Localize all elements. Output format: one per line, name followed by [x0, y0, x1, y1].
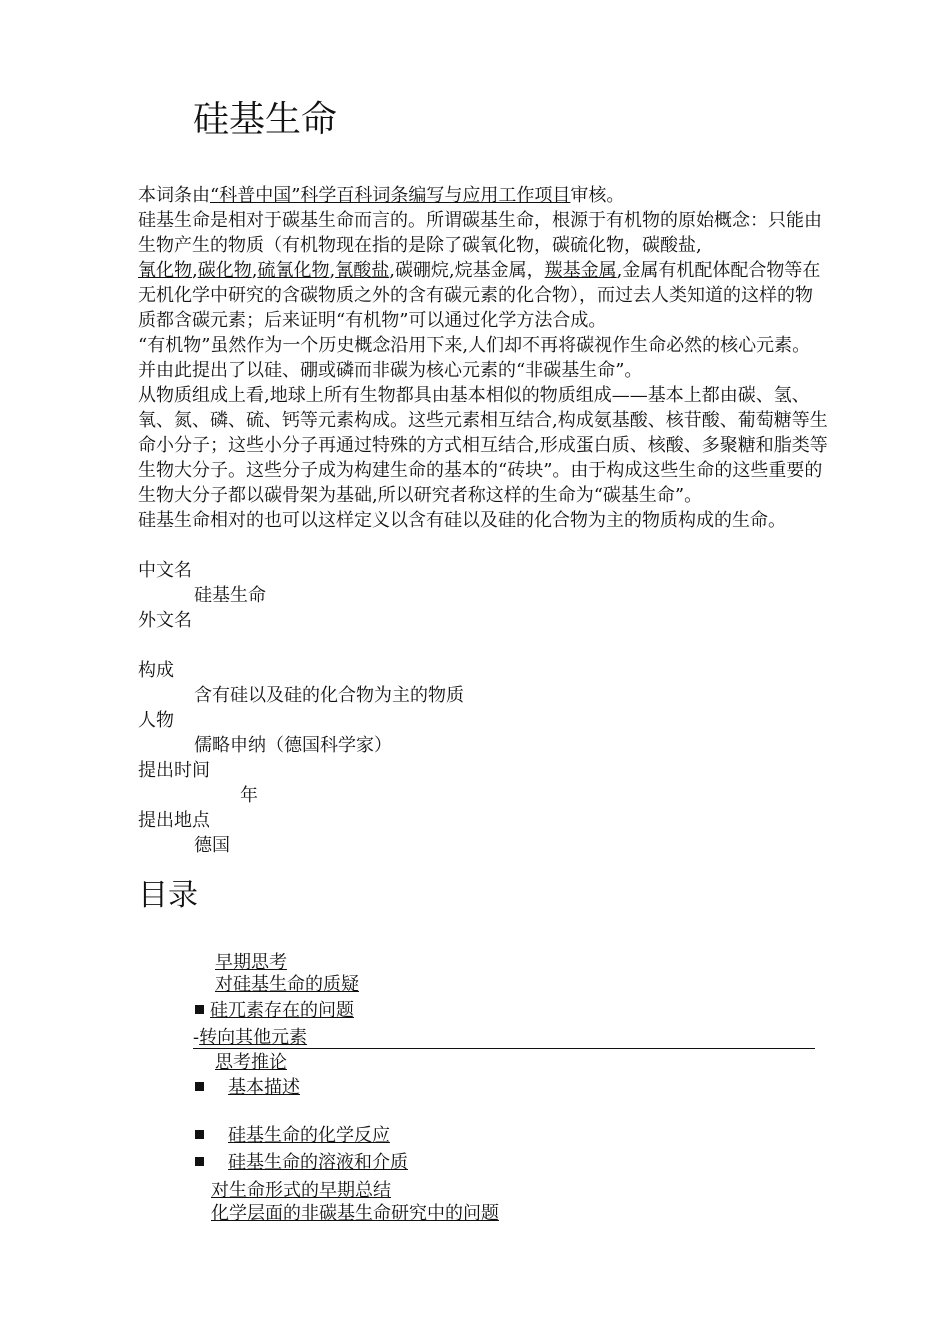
paragraph-1-part-a: 硅基生命是相对于碳基生命而言的。所谓碳基生命，根源于有机物的原始概念：只能由生物产生的物质（有机物现在指的是除了碳氧化物，碳硫化物，碳酸盐,	[138, 210, 822, 256]
toc-item	[215, 973, 359, 997]
review-project-link[interactable]: “科普中国”科学百科词条编写与应用工作项目	[210, 185, 571, 206]
toc-item	[215, 1051, 287, 1075]
composition-value: 含有硅以及硅的化合物为主的物质	[194, 685, 464, 706]
paragraph-3: 从物质组成上看,地球上所有生物都具由基本相似的物质组成——基本上都由碳、氢、氧、氮、磷、硫、钙等元素构成。这些元素相互结合,构成氨基酸、核苷酸、葡萄糖等生命小分子；这些小分子再通过特殊的方式相互结合,形成蛋白质、核酸、多聚糖和脂类等生物大分子。这些分子成为构建生命的基本的“砖块”。由于构成这些生命的这些重要的生物大分子都以碳骨架为基础,所以研究者称这样的生命为“碳基生命”。	[138, 385, 828, 506]
toc-item	[211, 1202, 499, 1226]
place-value: 德国	[194, 835, 230, 856]
bullet-icon	[195, 1082, 204, 1091]
toc-heading: 目录	[138, 878, 198, 913]
toc-item	[195, 999, 354, 1023]
toc-item	[195, 1124, 390, 1148]
toc-link-early-thinking[interactable]: 早期思考	[215, 952, 287, 973]
intro-line	[138, 183, 828, 208]
person-label: 人物	[138, 710, 174, 731]
toc-link-chemical-reactions[interactable]: 硅基生命的化学反应	[228, 1125, 390, 1146]
toc-link-early-summary[interactable]: 对生命形式的早期总结	[211, 1180, 391, 1201]
person-value: 儒略申纳（德国科学家）	[194, 735, 392, 756]
bullet-icon	[195, 1130, 204, 1139]
cyanate-link[interactable]: 氰酸盐	[335, 260, 390, 281]
toc-link-inference[interactable]: 思考推论	[215, 1052, 287, 1073]
toc-link-basic-description[interactable]: 基本描述	[228, 1077, 300, 1098]
intro-suffix: 审核。	[570, 185, 625, 206]
toc-item	[211, 1179, 391, 1203]
toc-item	[193, 1026, 307, 1050]
paragraph-4: 硅基生命相对的也可以这样定义以含有硅以及硅的化合物为主的物质构成的生命。	[138, 510, 786, 531]
intro-prefix: 本词条由	[138, 185, 210, 206]
bullet-icon	[195, 1005, 204, 1014]
foreign-name-value	[138, 633, 464, 658]
carbide-link[interactable]: 碳化物	[197, 260, 252, 281]
toc-item	[195, 1151, 408, 1175]
divider-line	[193, 1048, 815, 1049]
composition-label: 构成	[138, 660, 174, 681]
paragraph-2: “有机物”虽然作为一个历史概念沿用下来,人们却不再将碳视作生命必然的核心元素。并由此提出了以硅、硼或磷而非碳为核心元素的“非碳基生命”。	[138, 335, 811, 381]
paragraph-1-plain: 碳硼烷,烷基金属，	[394, 260, 545, 281]
toc-link-chemical-problems[interactable]: 化学层面的非碳基生命研究中的问题	[211, 1203, 499, 1224]
toc-link-other-elements[interactable]: 转向其他元素	[199, 1027, 308, 1048]
page-title: 硅基生命	[193, 99, 338, 140]
toc-dash: -	[193, 1027, 200, 1048]
toc-link-silicon-problems[interactable]: 硅兀素存在的问题	[210, 1000, 354, 1021]
bullet-icon	[195, 1157, 204, 1166]
time-label: 提出时间	[138, 760, 210, 781]
metal-carbonyl-link[interactable]: 羰基金属	[544, 260, 617, 281]
cyanide-link[interactable]: 氰化物	[138, 260, 192, 281]
chinese-name-value: 硅基生命	[194, 585, 266, 606]
paragraph-1: 硅基生命是相对于碳基生命而言的。所谓碳基生命，根源于有机物的原始概念：只能由生物产生的物质（有机物现在指的是除了碳氧化物，碳硫化物，碳酸盐, 氰化物,碳化物,硫氰化物,氰酸盐,碳硼烷,烷基金属，羰基金属,金属有机配体配合物等在无机化学中研究的含碳物质之外的含有碳元素的化合物），而过去人类知道的这样的物质都含碳元素；后来证明“有机物”可以通过化学方法合成。	[138, 210, 822, 331]
place-label: 提出地点	[138, 810, 210, 831]
toc-link-doubts[interactable]: 对硅基生命的质疑	[215, 974, 359, 995]
info-box	[138, 558, 464, 858]
foreign-name-label: 外文名	[138, 610, 192, 631]
chinese-name-label: 中文名	[138, 560, 192, 581]
article-body	[138, 183, 828, 533]
toc-item	[215, 951, 287, 975]
paragraph-1-part-b: 金属有机配体配合物等在无机化学中研究的含碳物质之外的含有碳元素的化合物），而过去人类知道的这样的物质都含碳元素；后来证明“有机物”可以通过化学方法合成。	[138, 260, 821, 331]
toc-item	[195, 1076, 300, 1100]
time-value: 年	[240, 785, 258, 806]
toc-link-solutions-media[interactable]: 硅基生命的溶液和介质	[228, 1152, 408, 1173]
thiocyanate-link[interactable]: 硫氰化物	[257, 260, 330, 281]
